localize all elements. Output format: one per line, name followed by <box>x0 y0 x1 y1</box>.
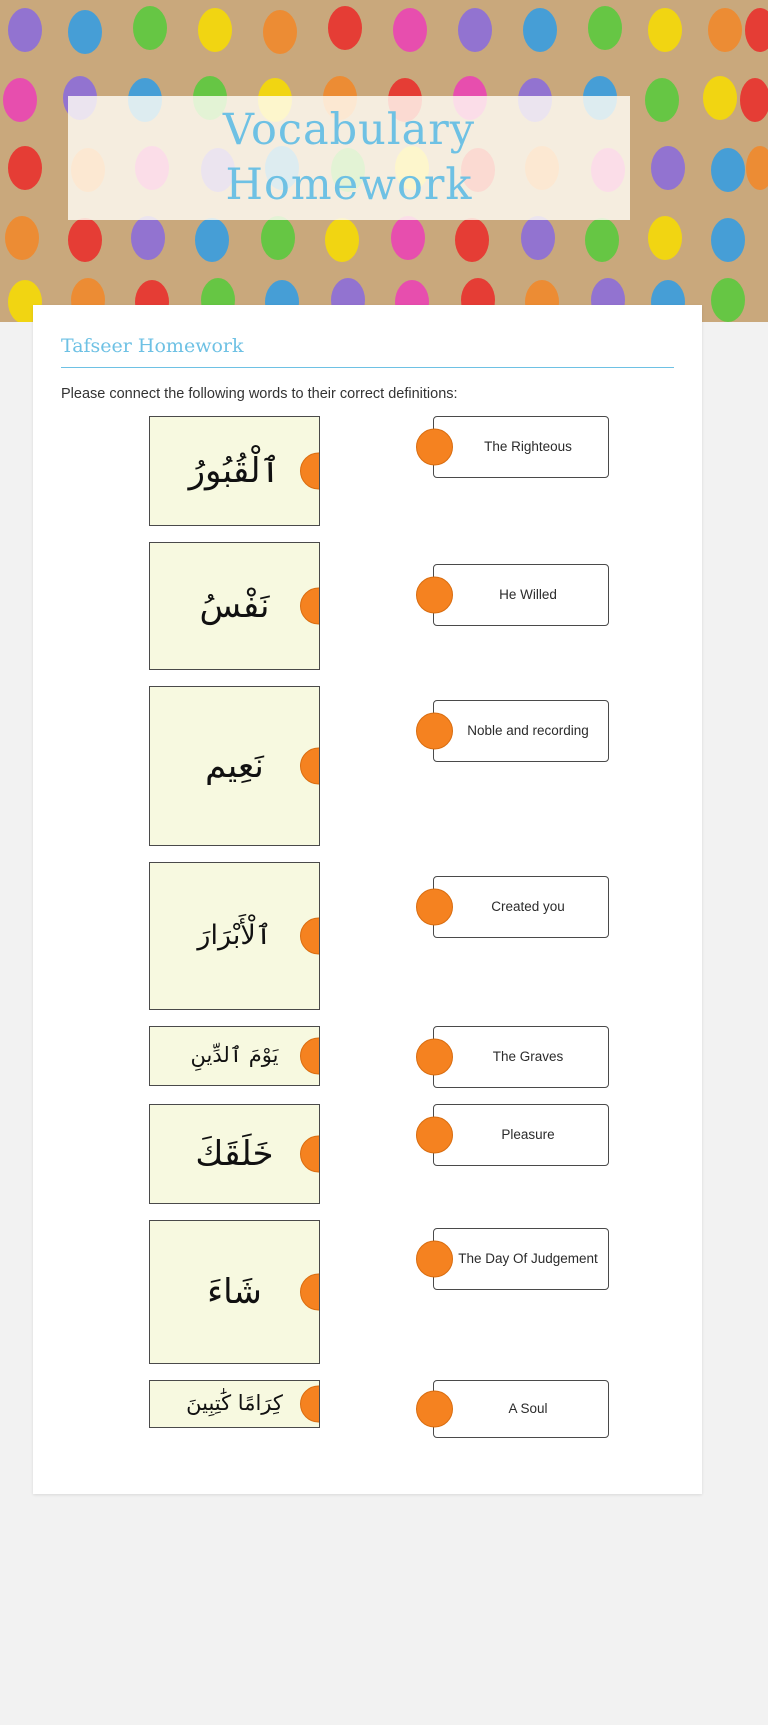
worksheet-instructions: Please connect the following words to their correct definitions: <box>61 386 458 402</box>
connector-dot-right[interactable] <box>416 429 453 466</box>
definition-label: Created you <box>491 898 565 914</box>
definition-card[interactable] <box>433 1026 609 1088</box>
word-column <box>61 1026 361 1086</box>
definition-card[interactable] <box>433 416 609 478</box>
word-column <box>61 1380 361 1428</box>
connector-dot-left[interactable] <box>300 1386 320 1423</box>
arabic-word: يَوْمَ ٱلدِّينِ <box>190 1043 279 1068</box>
definition-card[interactable] <box>433 1380 609 1438</box>
definition-label: The Day Of Judgement <box>458 1250 598 1266</box>
word-card[interactable] <box>149 1380 320 1428</box>
arabic-word: ٱلْقُبُورُ <box>188 450 281 491</box>
word-card[interactable] <box>149 686 320 846</box>
word-column <box>61 862 361 1010</box>
definition-column <box>361 1380 674 1438</box>
definition-label: A Soul <box>508 1400 548 1416</box>
word-card[interactable] <box>149 1220 320 1364</box>
match-row <box>61 862 674 1010</box>
definition-card[interactable] <box>433 876 609 938</box>
arabic-word: نَعِيم <box>205 745 264 786</box>
definition-column <box>361 1026 674 1088</box>
connector-dot-left[interactable] <box>300 1038 320 1075</box>
hero-title-plate <box>68 96 630 220</box>
worksheet-card <box>33 305 702 1494</box>
hero-banner <box>0 0 768 322</box>
definition-label: Noble and recording <box>467 722 589 738</box>
match-row <box>61 686 674 846</box>
connector-dot-right[interactable] <box>416 577 453 614</box>
connector-dot-left[interactable] <box>300 453 320 490</box>
word-column <box>61 416 361 526</box>
connector-dot-left[interactable] <box>300 1136 320 1173</box>
connector-dot-left[interactable] <box>300 918 320 955</box>
connector-dot-left[interactable] <box>300 748 320 785</box>
word-card[interactable] <box>149 862 320 1010</box>
word-column <box>61 686 361 846</box>
worksheet-title: Tafseer Homework <box>61 333 674 368</box>
definition-label: The Graves <box>492 1048 564 1064</box>
connector-dot-right[interactable] <box>416 889 453 926</box>
hero-title-line-1: Vocabulary <box>222 104 476 155</box>
arabic-word: نَفْسُ <box>199 585 270 626</box>
word-card[interactable] <box>149 1104 320 1204</box>
connector-dot-right[interactable] <box>416 1391 453 1428</box>
word-card[interactable] <box>149 1026 320 1086</box>
word-column <box>61 1220 361 1364</box>
match-row <box>61 1380 674 1438</box>
definition-card[interactable] <box>433 564 609 626</box>
definition-label: Pleasure <box>501 1126 555 1142</box>
definition-column <box>361 1220 674 1290</box>
definition-column <box>361 686 674 762</box>
connector-dot-right[interactable] <box>416 1039 453 1076</box>
match-row <box>61 416 674 526</box>
match-row <box>61 1104 674 1204</box>
definition-column <box>361 416 674 478</box>
connector-dot-left[interactable] <box>300 1274 320 1311</box>
arabic-word: ٱلْأَبْرَارَ <box>197 919 272 951</box>
matching-exercise <box>61 416 674 1438</box>
connector-dot-right[interactable] <box>416 713 453 750</box>
arabic-word: خَلَقَكَ <box>195 1133 274 1174</box>
match-row <box>61 1220 674 1364</box>
word-card[interactable] <box>149 416 320 526</box>
definition-card[interactable] <box>433 1104 609 1166</box>
hero-title-line-2: Homework <box>225 160 473 210</box>
definition-label: He Willed <box>499 586 557 602</box>
definition-column <box>361 862 674 938</box>
arabic-word: شَاءَ <box>207 1271 262 1312</box>
definition-card[interactable] <box>433 1228 609 1290</box>
definition-column <box>361 542 674 626</box>
match-row <box>61 1026 674 1088</box>
match-row <box>61 542 674 670</box>
definition-label: The Righteous <box>484 438 572 454</box>
connector-dot-right[interactable] <box>416 1117 453 1154</box>
definition-card[interactable] <box>433 700 609 762</box>
word-card[interactable] <box>149 542 320 670</box>
word-column <box>61 542 361 670</box>
connector-dot-right[interactable] <box>416 1241 453 1278</box>
connector-dot-left[interactable] <box>300 588 320 625</box>
definition-column <box>361 1104 674 1166</box>
word-column <box>61 1104 361 1204</box>
arabic-word: كِرَامًا كَٰتِبِينَ <box>186 1391 283 1416</box>
